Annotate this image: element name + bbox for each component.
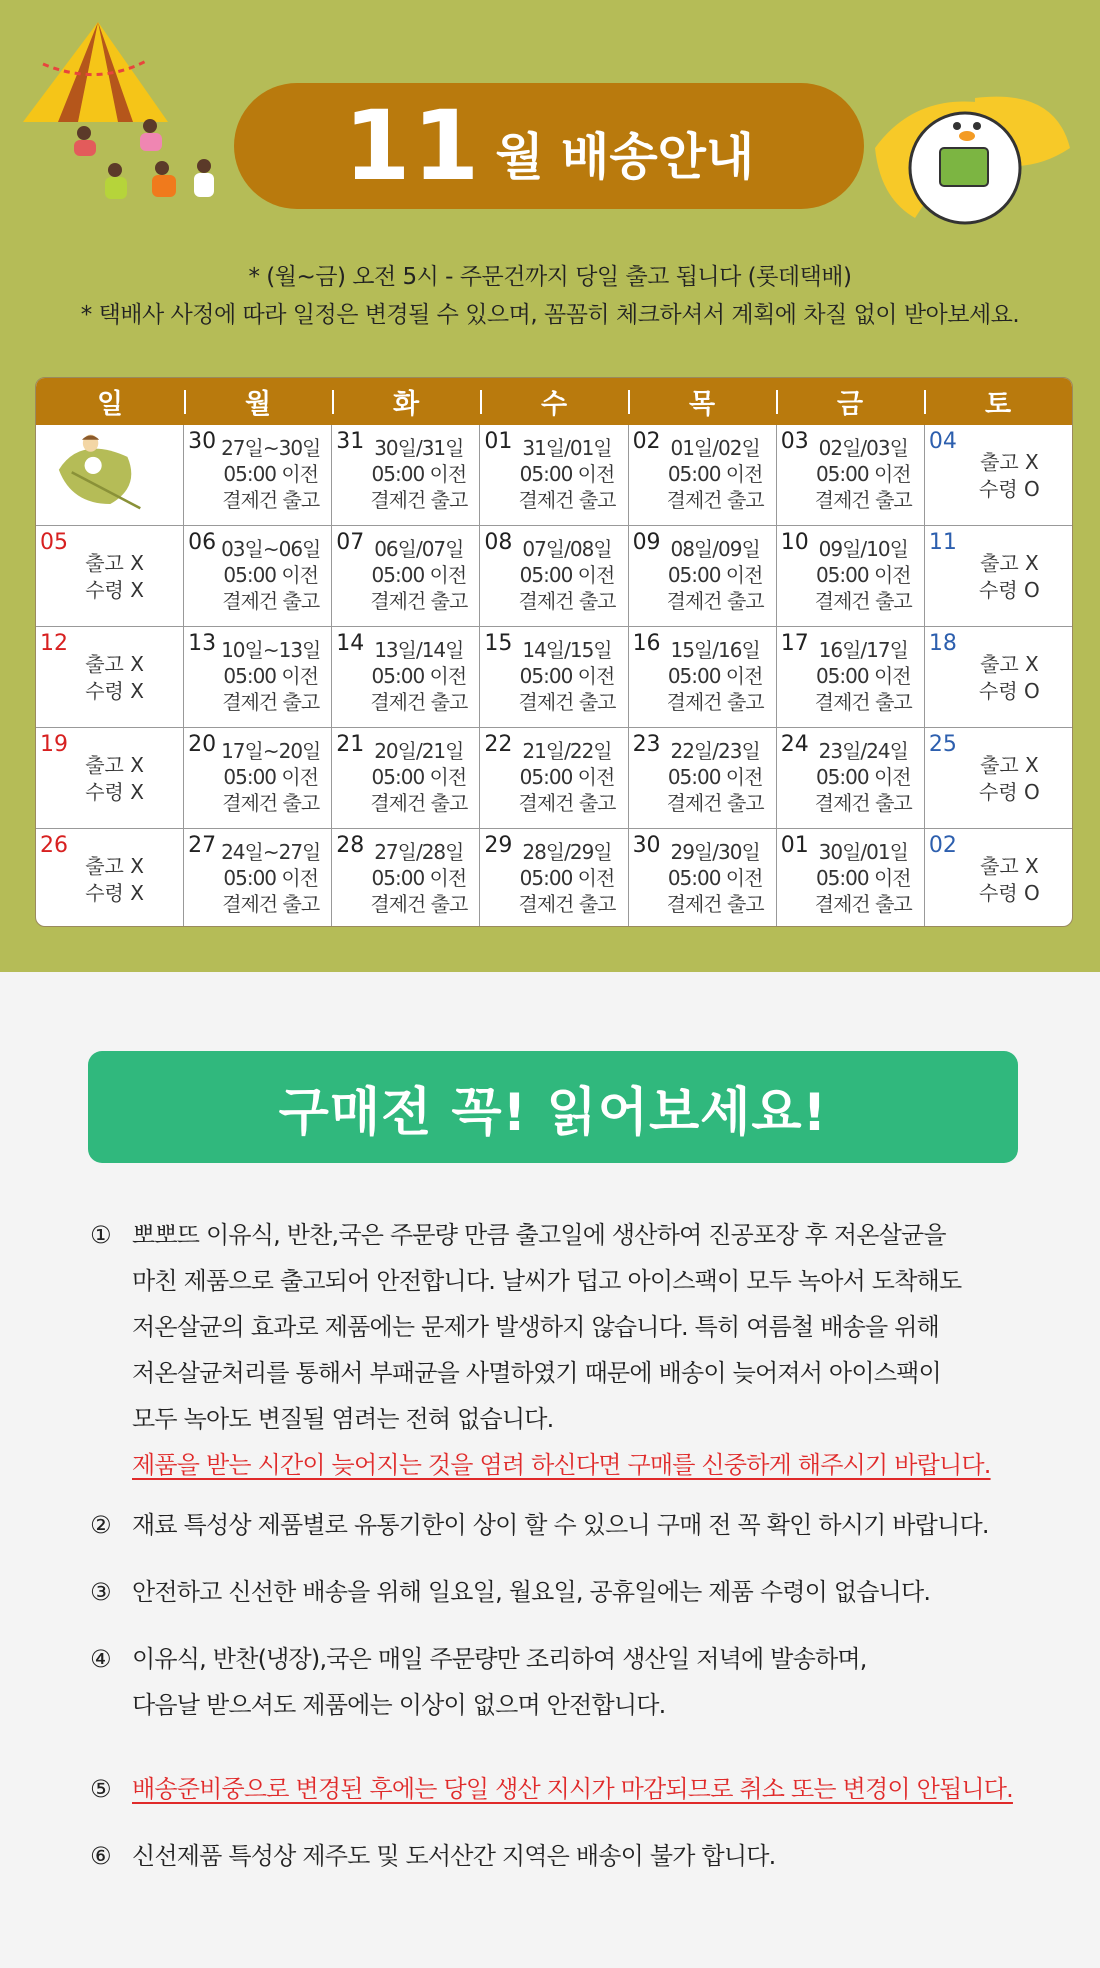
status-line: 수령 X bbox=[85, 578, 144, 602]
cutoff-note: 결제건 출고 bbox=[518, 791, 616, 815]
cutoff-note: 결제건 출고 bbox=[518, 892, 616, 916]
cutoff-time: 05:00 이전 bbox=[223, 765, 319, 789]
day-number: 01 bbox=[780, 833, 809, 858]
shipping-info bbox=[210, 839, 331, 917]
warning-text: 제품을 받는 시간이 늦어지는 것을 염려 하신다면 구매를 신중하게 해주시기 바랍니다. bbox=[132, 1451, 991, 1479]
shipping-info bbox=[655, 536, 776, 614]
payment-date-range: 02일/03일 bbox=[818, 436, 908, 460]
day-number: 28 bbox=[336, 833, 365, 858]
payment-date-range: 17일~20일 bbox=[221, 739, 321, 763]
status-line: 수령 O bbox=[979, 477, 1040, 501]
item-line: 저온살균처리를 통해서 부패균을 사멸하였기 때문에 배송이 늦어져서 아이스팩이 bbox=[132, 1359, 941, 1387]
calendar-day-cell bbox=[479, 425, 627, 525]
calendar-day-cell bbox=[776, 728, 924, 828]
cutoff-note: 결제건 출고 bbox=[370, 892, 468, 916]
cutoff-time: 05:00 이전 bbox=[815, 462, 911, 486]
cutoff-note: 결제건 출고 bbox=[370, 791, 468, 815]
cutoff-time: 05:00 이전 bbox=[667, 664, 763, 688]
month-number: 11 bbox=[343, 90, 482, 202]
shipping-info bbox=[655, 738, 776, 816]
day-number: 07 bbox=[336, 530, 365, 555]
calendar-day-cell bbox=[183, 526, 331, 626]
calendar-day-cell bbox=[479, 526, 627, 626]
payment-date-range: 14일/15일 bbox=[522, 638, 612, 662]
day-number: 30 bbox=[188, 429, 217, 454]
item-number: ① bbox=[90, 1221, 111, 1249]
shipping-info bbox=[358, 839, 479, 917]
item-text bbox=[132, 1502, 1052, 1548]
item-number: ④ bbox=[90, 1645, 111, 1673]
payment-date-range: 16일/17일 bbox=[818, 638, 908, 662]
shipping-info bbox=[803, 637, 924, 715]
calendar-day-cell bbox=[924, 526, 1072, 626]
calendar-day-cell bbox=[331, 728, 479, 828]
payment-date-range: 27일~30일 bbox=[221, 436, 321, 460]
day-number: 01 bbox=[484, 429, 513, 454]
leaf-acorn-icon bbox=[46, 427, 166, 521]
status-line: 출고 X bbox=[980, 854, 1039, 878]
calendar-day-cell bbox=[776, 627, 924, 727]
calendar-day-cell bbox=[628, 425, 776, 525]
status-line: 출고 X bbox=[980, 753, 1039, 777]
calendar-day-cell bbox=[331, 627, 479, 727]
shipping-info bbox=[210, 435, 331, 513]
status-line: 출고 X bbox=[980, 450, 1039, 474]
shipping-info bbox=[803, 738, 924, 816]
notice-line-1: * (월~금) 오전 5시 - 주문건까지 당일 출고 됩니다 (롯데택배) bbox=[248, 264, 852, 290]
item-number: ③ bbox=[90, 1578, 111, 1606]
sunday-status bbox=[36, 651, 183, 705]
shipping-info bbox=[358, 536, 479, 614]
item-text bbox=[132, 1569, 1052, 1615]
day-number: 10 bbox=[780, 530, 809, 555]
calendar-leaf-cell bbox=[36, 425, 183, 525]
payment-date-range: 20일/21일 bbox=[374, 739, 464, 763]
cutoff-note: 결제건 출고 bbox=[666, 892, 764, 916]
cutoff-time: 05:00 이전 bbox=[667, 765, 763, 789]
warning-text: 배송준비중으로 변경된 후에는 당일 생산 지시가 마감되므로 취소 또는 변경이 안됩니다. bbox=[132, 1775, 1013, 1803]
day-number: 24 bbox=[780, 732, 809, 757]
cutoff-note: 결제건 출고 bbox=[222, 791, 320, 815]
payment-date-range: 31일/01일 bbox=[522, 436, 612, 460]
payment-date-range: 24일~27일 bbox=[221, 840, 321, 864]
delivery-calendar bbox=[35, 377, 1073, 927]
cutoff-time: 05:00 이전 bbox=[371, 866, 467, 890]
status-line: 출고 X bbox=[85, 854, 144, 878]
status-line: 수령 O bbox=[979, 679, 1040, 703]
calendar-day-cell bbox=[924, 728, 1072, 828]
calendar-day-cell bbox=[628, 829, 776, 927]
calendar-day-cell bbox=[776, 526, 924, 626]
cutoff-time: 05:00 이전 bbox=[371, 664, 467, 688]
cutoff-note: 결제건 출고 bbox=[814, 589, 912, 613]
cutoff-time: 05:00 이전 bbox=[371, 765, 467, 789]
shipping-info bbox=[803, 839, 924, 917]
day-number: 29 bbox=[484, 833, 513, 858]
calendar-week-row bbox=[36, 828, 1072, 927]
status-line: 출고 X bbox=[980, 652, 1039, 676]
day-number: 27 bbox=[188, 833, 217, 858]
calendar-week-row bbox=[36, 525, 1072, 626]
cutoff-time: 05:00 이전 bbox=[223, 866, 319, 890]
payment-date-range: 08일/09일 bbox=[670, 537, 760, 561]
calendar-week-row bbox=[36, 727, 1072, 828]
weekday-sun: 일 bbox=[96, 389, 124, 420]
day-number: 16 bbox=[632, 631, 661, 656]
shipping-info bbox=[655, 637, 776, 715]
cutoff-time: 05:00 이전 bbox=[519, 462, 615, 486]
tent-illustration bbox=[18, 22, 173, 122]
status-line: 출고 X bbox=[85, 753, 144, 777]
day-number: 20 bbox=[188, 732, 217, 757]
cutoff-note: 결제건 출고 bbox=[370, 690, 468, 714]
calendar-day-cell bbox=[924, 627, 1072, 727]
cutoff-note: 결제건 출고 bbox=[518, 488, 616, 512]
cutoff-note: 결제건 출고 bbox=[370, 488, 468, 512]
saturday-status bbox=[925, 449, 1072, 503]
status-line: 출고 X bbox=[85, 652, 144, 676]
shipping-info bbox=[506, 637, 627, 715]
cutoff-time: 05:00 이전 bbox=[667, 462, 763, 486]
shipping-info bbox=[506, 839, 627, 917]
calendar-day-cell bbox=[331, 829, 479, 927]
cutoff-time: 05:00 이전 bbox=[223, 664, 319, 688]
status-line: 수령 O bbox=[979, 881, 1040, 905]
cutoff-note: 결제건 출고 bbox=[222, 589, 320, 613]
payment-date-range: 13일/14일 bbox=[374, 638, 464, 662]
calendar-week-row bbox=[36, 425, 1072, 525]
payment-date-range: 03일~06일 bbox=[221, 537, 321, 561]
payment-date-range: 30일/31일 bbox=[374, 436, 464, 460]
cutoff-time: 05:00 이전 bbox=[815, 866, 911, 890]
cutoff-time: 05:00 이전 bbox=[223, 462, 319, 486]
day-number: 11 bbox=[928, 530, 957, 555]
shipping-info bbox=[506, 435, 627, 513]
read-before-purchase-banner: 구매전 꼭! 읽어보세요! bbox=[88, 1051, 1018, 1163]
calendar-day-cell bbox=[628, 627, 776, 727]
status-line: 출고 X bbox=[980, 551, 1039, 575]
cutoff-note: 결제건 출고 bbox=[222, 690, 320, 714]
weekday-tue: 화 bbox=[332, 378, 480, 425]
calendar-day-cell bbox=[479, 728, 627, 828]
status-line: 수령 X bbox=[85, 881, 144, 905]
calendar-day-cell bbox=[36, 627, 183, 727]
sunday-status bbox=[36, 550, 183, 604]
shipping-info bbox=[210, 536, 331, 614]
weekday-wed: 수 bbox=[480, 378, 628, 425]
calendar-day-cell bbox=[331, 425, 479, 525]
title-text: 월 배송안내 bbox=[495, 128, 755, 186]
cutoff-time: 05:00 이전 bbox=[815, 765, 911, 789]
cutoff-note: 결제건 출고 bbox=[814, 488, 912, 512]
day-number: 17 bbox=[780, 631, 809, 656]
cutoff-time: 05:00 이전 bbox=[371, 462, 467, 486]
cutoff-note: 결제건 출고 bbox=[666, 690, 764, 714]
payment-date-range: 06일/07일 bbox=[374, 537, 464, 561]
calendar-day-cell bbox=[924, 425, 1072, 525]
day-number: 25 bbox=[928, 732, 957, 757]
cutoff-time: 05:00 이전 bbox=[815, 664, 911, 688]
calendar-day-cell bbox=[36, 829, 183, 927]
cutoff-time: 05:00 이전 bbox=[815, 563, 911, 587]
day-number: 19 bbox=[40, 732, 68, 757]
item-text bbox=[132, 1766, 1052, 1812]
saturday-status bbox=[925, 550, 1072, 604]
calendar-day-cell bbox=[183, 829, 331, 927]
status-line: 수령 X bbox=[85, 780, 144, 804]
item-number: ② bbox=[90, 1511, 111, 1539]
day-number: 08 bbox=[484, 530, 513, 555]
calendar-day-cell bbox=[479, 627, 627, 727]
status-line: 출고 X bbox=[85, 551, 144, 575]
item-line: 저온살균의 효과로 제품에는 문제가 발생하지 않습니다. 특히 여름철 배송을 위해 bbox=[132, 1313, 939, 1341]
cutoff-note: 결제건 출고 bbox=[222, 892, 320, 916]
day-number: 26 bbox=[40, 833, 68, 858]
cutoff-note: 결제건 출고 bbox=[814, 892, 912, 916]
calendar-day-cell bbox=[924, 829, 1072, 927]
item-text bbox=[132, 1212, 1052, 1488]
calendar-day-cell bbox=[36, 728, 183, 828]
payment-date-range: 29일/30일 bbox=[670, 840, 760, 864]
cutoff-note: 결제건 출고 bbox=[518, 589, 616, 613]
cutoff-note: 결제건 출고 bbox=[666, 791, 764, 815]
payment-date-range: 30일/01일 bbox=[818, 840, 908, 864]
day-number: 06 bbox=[188, 530, 217, 555]
calendar-body bbox=[36, 425, 1072, 927]
sunday-status bbox=[36, 752, 183, 806]
item-line: 재료 특성상 제품별로 유통기한이 상이 할 수 있으니 구매 전 꼭 확인 하시기 바랍니다. bbox=[132, 1511, 989, 1539]
shipping-info bbox=[358, 435, 479, 513]
cutoff-note: 결제건 출고 bbox=[814, 690, 912, 714]
item-line: 다음날 받으셔도 제품에는 이상이 없으며 안전합니다. bbox=[132, 1691, 666, 1719]
shipping-info bbox=[655, 435, 776, 513]
cutoff-note: 결제건 출고 bbox=[666, 589, 764, 613]
calendar-week-row bbox=[36, 626, 1072, 727]
cutoff-time: 05:00 이전 bbox=[519, 664, 615, 688]
day-number: 15 bbox=[484, 631, 513, 656]
item-line: 신선제품 특성상 제주도 및 도서산간 지역은 배송이 불가 합니다. bbox=[132, 1842, 776, 1870]
shipping-info bbox=[358, 637, 479, 715]
cutoff-time: 05:00 이전 bbox=[519, 563, 615, 587]
cutoff-note: 결제건 출고 bbox=[370, 589, 468, 613]
shipping-info bbox=[803, 536, 924, 614]
calendar-day-cell bbox=[479, 829, 627, 927]
status-line: 수령 X bbox=[85, 679, 144, 703]
item-number: ⑥ bbox=[90, 1842, 111, 1870]
payment-date-range: 27일/28일 bbox=[374, 840, 464, 864]
weekday-sat: 토 bbox=[924, 378, 1072, 425]
status-line: 수령 O bbox=[979, 780, 1040, 804]
calendar-day-cell bbox=[628, 728, 776, 828]
calendar-day-cell bbox=[776, 829, 924, 927]
day-number: 02 bbox=[928, 833, 957, 858]
saturday-status bbox=[925, 752, 1072, 806]
shipping-info bbox=[506, 738, 627, 816]
payment-date-range: 21일/22일 bbox=[522, 739, 612, 763]
calendar-day-cell bbox=[183, 425, 331, 525]
day-number: 18 bbox=[928, 631, 957, 656]
day-number: 09 bbox=[632, 530, 661, 555]
payment-date-range: 09일/10일 bbox=[818, 537, 908, 561]
shipping-info bbox=[803, 435, 924, 513]
cutoff-note: 결제건 출고 bbox=[666, 488, 764, 512]
day-number: 14 bbox=[336, 631, 365, 656]
day-number: 31 bbox=[336, 429, 365, 454]
calendar-day-cell bbox=[183, 627, 331, 727]
cutoff-time: 05:00 이전 bbox=[519, 866, 615, 890]
item-line: 이유식, 반찬(냉장),국은 매일 주문량만 조리하여 생산일 저녁에 발송하며, bbox=[132, 1645, 867, 1673]
day-number: 23 bbox=[632, 732, 661, 757]
shipping-info bbox=[210, 738, 331, 816]
cutoff-note: 결제건 출고 bbox=[518, 690, 616, 714]
calendar-day-cell bbox=[331, 526, 479, 626]
day-number: 22 bbox=[484, 732, 513, 757]
day-number: 05 bbox=[40, 530, 68, 555]
item-number: ⑤ bbox=[90, 1775, 111, 1803]
calendar-day-cell bbox=[36, 526, 183, 626]
day-number: 12 bbox=[40, 631, 68, 656]
shipping-info bbox=[358, 738, 479, 816]
day-number: 02 bbox=[632, 429, 661, 454]
cutoff-time: 05:00 이전 bbox=[667, 563, 763, 587]
shipping-info bbox=[506, 536, 627, 614]
cutoff-time: 05:00 이전 bbox=[519, 765, 615, 789]
day-number: 04 bbox=[928, 429, 957, 454]
payment-date-range: 07일/08일 bbox=[522, 537, 612, 561]
sunday-status bbox=[36, 853, 183, 907]
item-line: 모두 녹아도 변질될 염려는 전혀 없습니다. bbox=[132, 1405, 554, 1433]
item-text bbox=[132, 1833, 1052, 1879]
title-banner bbox=[234, 83, 864, 209]
notice-line-2: * 택배사 사정에 따라 일정은 변경될 수 있으며, 꼼꼼히 체크하셔서 계획에 차질 없이 받아보세요. bbox=[80, 302, 1020, 328]
payment-date-range: 15일/16일 bbox=[670, 638, 760, 662]
calendar-day-cell bbox=[628, 526, 776, 626]
item-line: 뽀뽀뜨 이유식, 반찬,국은 주문량 만큼 출고일에 생산하여 진공포장 후 저온살균을 bbox=[132, 1221, 946, 1249]
cutoff-time: 05:00 이전 bbox=[223, 563, 319, 587]
status-line: 수령 O bbox=[979, 578, 1040, 602]
saturday-status bbox=[925, 853, 1072, 907]
item-line: 마친 제품으로 출고되어 안전합니다. 날씨가 덥고 아이스팩이 모두 녹아서 도착해도 bbox=[132, 1267, 962, 1295]
payment-date-range: 28일/29일 bbox=[522, 840, 612, 864]
weekday-fri: 금 bbox=[776, 378, 924, 425]
calendar-day-cell bbox=[776, 425, 924, 525]
item-line: 안전하고 신선한 배송을 위해 일요일, 월요일, 공휴일에는 제품 수령이 없습니다. bbox=[132, 1578, 931, 1606]
day-number: 13 bbox=[188, 631, 217, 656]
cutoff-note: 결제건 출고 bbox=[814, 791, 912, 815]
item-text bbox=[132, 1636, 1052, 1728]
calendar-weekday-header bbox=[36, 378, 1072, 425]
cutoff-time: 05:00 이전 bbox=[667, 866, 763, 890]
calendar-day-cell bbox=[183, 728, 331, 828]
payment-date-range: 10일~13일 bbox=[221, 638, 321, 662]
payment-date-range: 23일/24일 bbox=[818, 739, 908, 763]
ginkgo-character-illustration bbox=[855, 88, 1080, 238]
kids-illustration bbox=[62, 108, 222, 208]
shipping-info bbox=[210, 637, 331, 715]
cutoff-note: 결제건 출고 bbox=[222, 488, 320, 512]
day-number: 30 bbox=[632, 833, 661, 858]
weekday-thu: 목 bbox=[628, 378, 776, 425]
saturday-status bbox=[925, 651, 1072, 705]
cutoff-time: 05:00 이전 bbox=[371, 563, 467, 587]
payment-date-range: 01일/02일 bbox=[670, 436, 760, 460]
weekday-mon: 월 bbox=[184, 378, 332, 425]
payment-date-range: 22일/23일 bbox=[670, 739, 760, 763]
day-number: 21 bbox=[336, 732, 365, 757]
shipping-info bbox=[655, 839, 776, 917]
day-number: 03 bbox=[780, 429, 809, 454]
